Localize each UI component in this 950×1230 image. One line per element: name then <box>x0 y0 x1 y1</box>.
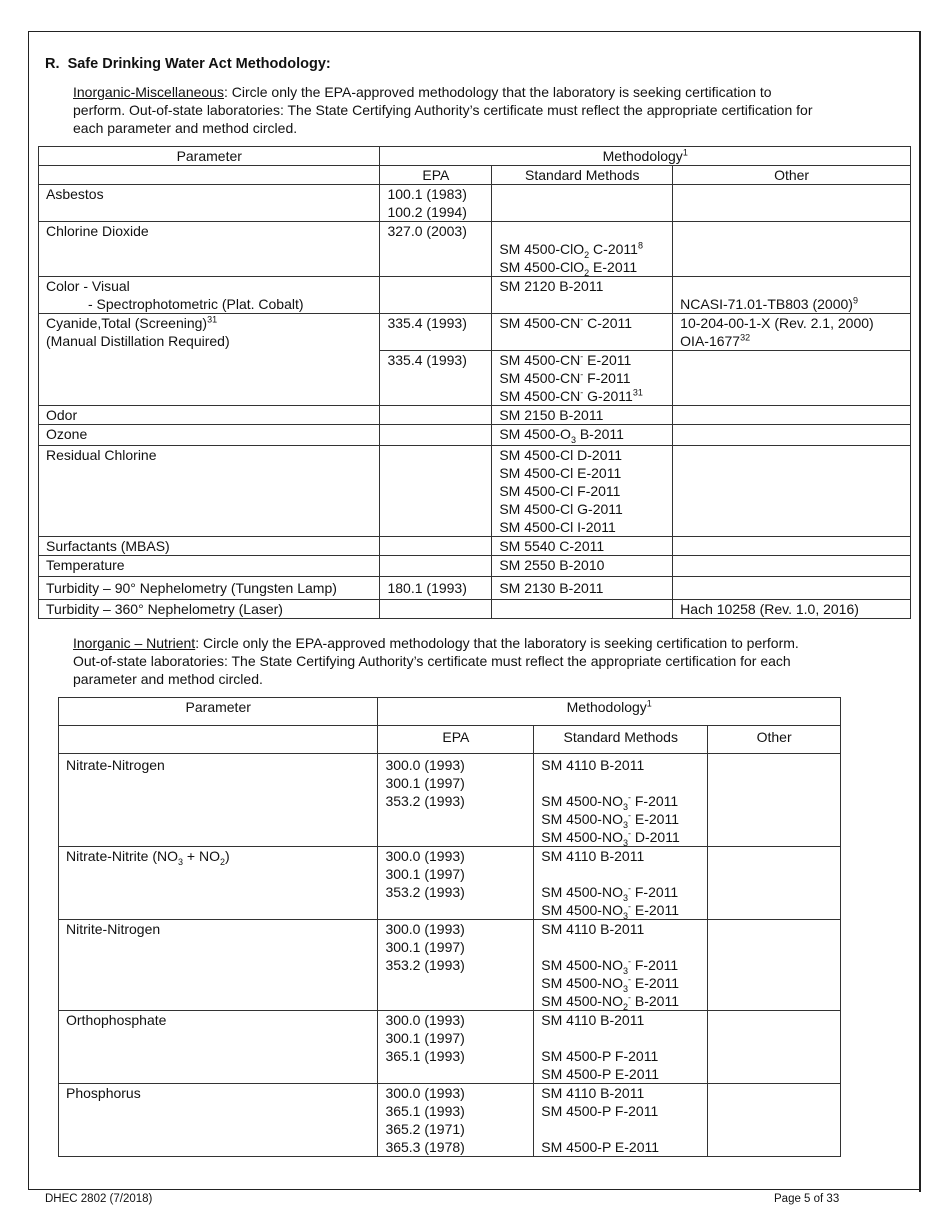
header-other: Other <box>673 166 911 185</box>
table-row <box>39 425 911 446</box>
sm-cell: SM 2120 B-2011 <box>492 277 673 314</box>
header-other: Other <box>708 726 841 754</box>
table-row <box>59 1011 841 1084</box>
misc-methods-table <box>38 146 911 619</box>
section-heading <box>45 56 331 72</box>
epa-cell: 300.0 (1993) 300.1 (1997) 353.2 (1993) <box>378 920 534 1011</box>
sm-cell: SM 4500-ClO$_2$ C-2011$^8$ SM 4500-ClO$_2$ E-2011 <box>492 222 673 277</box>
other-cell: 10-204-00-1-X (Rev. 2.1, 2000) OIA-1677$^{32}$ <box>673 314 911 351</box>
table-row <box>39 406 911 425</box>
table-row <box>59 920 841 1011</box>
header-epa: EPA <box>378 726 534 754</box>
table-row <box>59 847 841 920</box>
misc-label: Inorganic-Miscellaneous <box>73 84 224 100</box>
param-surfactants: Surfactants (MBAS) <box>39 537 380 556</box>
param-orthophosphate: Orthophosphate <box>59 1011 378 1084</box>
table-row <box>39 446 911 537</box>
header-parameter: Parameter <box>59 698 378 726</box>
sm-cell: SM 5540 C-2011 <box>492 537 673 556</box>
epa-cell: 180.1 (1993) <box>380 577 492 600</box>
epa-cell: 300.0 (1993) 300.1 (1997) 353.2 (1993) <box>378 754 534 847</box>
param-phosphorus: Phosphorus <box>59 1084 378 1157</box>
header-parameter: Parameter <box>39 147 380 166</box>
param-residual-chlorine: Residual Chlorine <box>39 446 380 537</box>
sm-cell: SM 2130 B-2011 <box>492 577 673 600</box>
sm-cell: SM 4110 B-2011 SM $4500-NO_3^-$ F-2011 SM $4500-NO_3^-$ E-2011 SM $4500-NO_3^-$ D-2011 <box>534 754 708 847</box>
header-standard-methods: Standard Methods <box>534 726 708 754</box>
sm-cell: SM 4500-CN- E-2011 SM 4500-CN- F-2011 SM 4500-CN- G-2011$^{31}$ <box>492 351 673 406</box>
param-asbestos: Asbestos <box>39 185 380 222</box>
table-row <box>39 577 911 600</box>
table-subheader-row <box>59 726 841 754</box>
epa-cell: 300.0 (1993) 300.1 (1997) 353.2 (1993) <box>378 847 534 920</box>
footer-page-number: Page 5 of 33 <box>774 1193 840 1205</box>
sm-cell: SM 4110 B-2011 SM 4500-P F-2011 SM 4500-P E-2011 <box>534 1084 708 1157</box>
table-row <box>39 222 911 277</box>
sm-cell: SM 4500-Cl D-2011 SM 4500-Cl E-2011 SM 4500-Cl F-2011 SM 4500-Cl G-2011 SM 4500-Cl I-2011 <box>492 446 673 537</box>
epa-cell: 100.1 (1983) 100.2 (1994) <box>380 185 492 222</box>
table-row <box>39 277 911 314</box>
sm-cell: SM 2550 B-2010 <box>492 556 673 577</box>
sm-cell: SM 4110 B-2011 SM $4500-NO_3^-$ F-2011 SM $4500-NO_3^-$ E-2011 <box>534 847 708 920</box>
param-nitrate: Nitrate-Nitrogen <box>59 754 378 847</box>
nutrient-label: Inorganic – Nutrient <box>73 635 196 651</box>
param-nitrite: Nitrite-Nitrogen <box>59 920 378 1011</box>
other-cell: Hach 10258 (Rev. 1.0, 2016) <box>673 600 911 619</box>
epa-cell: 300.0 (1993) 300.1 (1997) 365.1 (1993) <box>378 1011 534 1084</box>
section-title: Safe Drinking Water Act Methodology: <box>67 56 331 72</box>
table-subheader-row <box>39 166 911 185</box>
table-row <box>39 600 911 619</box>
sm-cell: SM 4110 B-2011 SM 4500-P F-2011 SM 4500-P E-2011 <box>534 1011 708 1084</box>
table-row <box>39 556 911 577</box>
footer-form-id: DHEC 2802 (7/2018) <box>45 1193 153 1205</box>
param-turbidity-360: Turbidity – 360° Nephelometry (Laser) <box>39 600 380 619</box>
header-methodology: Methodology$^1$ <box>380 147 911 166</box>
sm-cell: SM 2150 B-2011 <box>492 406 673 425</box>
sm-cell: SM 4110 B-2011 SM $4500-NO_3^-$ F-2011 SM $4500-NO_3^-$ E-2011 SM $4500-NO_2^-$ B-2011 <box>534 920 708 1011</box>
page-border-shadow <box>919 31 921 1192</box>
param-temperature: Temperature <box>39 556 380 577</box>
nutrient-intro: Inorganic – Nutrient: Circle only the EPA-approved methodology that the laboratory is seeking certification to perform. Out-of-state laboratories: The State Certifying Authority’s certificate must reflect the appropriate certification for each parameter and method circled. <box>73 635 799 687</box>
epa-cell: 300.0 (1993) 365.1 (1993) 365.2 (1971) 365.3 (1978) <box>378 1084 534 1157</box>
param-odor: Odor <box>39 406 380 425</box>
header-methodology: Methodology$^1$ <box>378 698 841 726</box>
table-row <box>39 537 911 556</box>
nutrient-methods-table <box>58 697 841 1157</box>
sm-cell: SM 4500-CN- C-2011 <box>492 314 673 351</box>
epa-cell: 335.4 (1993) <box>380 314 492 351</box>
table-row <box>39 314 911 351</box>
param-turbidity-90: Turbidity – 90° Nephelometry (Tungsten Lamp) <box>39 577 380 600</box>
param-ozone: Ozone <box>39 425 380 446</box>
table-row <box>59 1084 841 1157</box>
epa-cell: 335.4 (1993) <box>380 351 492 406</box>
epa-cell: 327.0 (2003) <box>380 222 492 277</box>
header-standard-methods: Standard Methods <box>492 166 673 185</box>
table-header-row <box>59 698 841 726</box>
param-nitrate-nitrite: Nitrate-Nitrite $(NO_3 + NO_2)$ <box>59 847 378 920</box>
table-header-row <box>39 147 911 166</box>
header-epa: EPA <box>380 166 492 185</box>
param-cyanide: Cyanide,Total (Screening)$^{31}$ (Manual Distillation Required) <box>39 314 380 406</box>
sm-cell: SM $4500-O_3$ B-2011 <box>492 425 673 446</box>
param-chlorine-dioxide: Chlorine Dioxide <box>39 222 380 277</box>
misc-intro: Inorganic-Miscellaneous: Circle only the EPA-approved methodology that the laboratory is seeking certification to perform. Out-of-state laboratories: The State Certifying Authority’s certificate must reflect the appropriate certification for each parameter and method circled. <box>73 84 813 136</box>
other-cell: NCASI-71.01-TB803 $(2000)^9$ <box>673 277 911 314</box>
table-row <box>39 185 911 222</box>
param-color: Color - Visual - Spectrophotometric (Plat. Cobalt) <box>39 277 380 314</box>
table-row <box>59 754 841 847</box>
section-letter: R. <box>45 56 60 72</box>
